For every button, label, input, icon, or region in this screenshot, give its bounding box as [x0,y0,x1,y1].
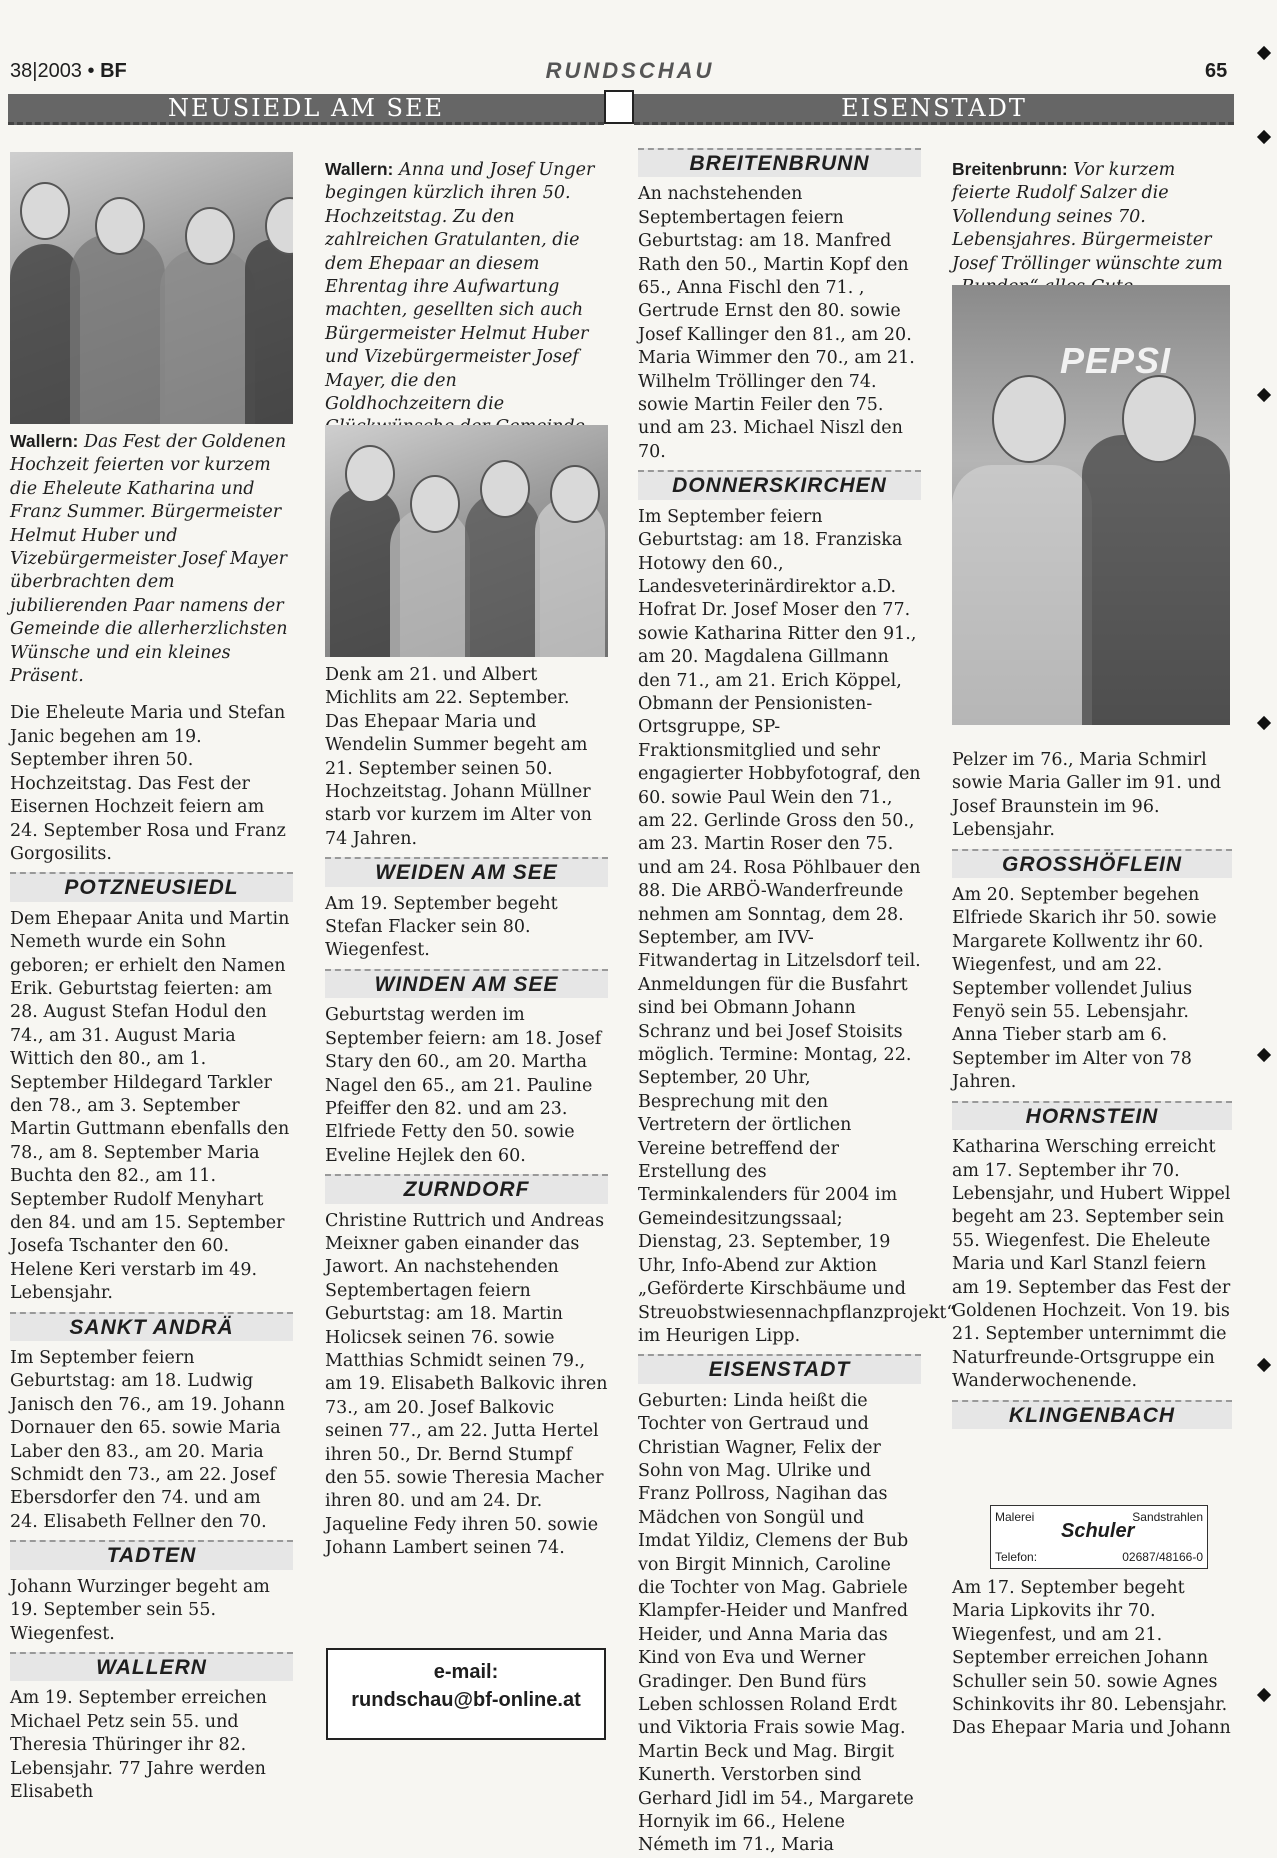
page-number: 65 [1205,60,1228,82]
margin-marker [1257,46,1271,60]
advertisement-schuler [990,1505,1208,1569]
article-grosshoeflein: Am 20. September begehen Elfriede Skarich ihr 50. sowie Margarete Kollwentz ihr 60. Wiegenfest, und am 22. September vollendet Julius Fenyö sein 55. Lebensjahr. Anna Tieber starb am 6. September im Alter von 78 Jahren. [952,885,1217,1093]
heading-weiden-am-see: WEIDEN AM SEE [325,857,608,886]
article-zurndorf: Christine Ruttrich und Andreas Meixner gaben einander das Jawort. An nachstehenden Septembertagen feiern Geburtstag: am 18. Martin Holicsek seinen 76. sowie Matthias Schmidt seinen 79., am 19. Elisabeth Balkovic ihren 73., am 20. Josef Balkovic seinen 77., am 22. Jutta Hertel ihren 50., Dr. Bernd Stumpf den 55. sowie Theresia Macher ihren 80. und am 24. Dr. Jaqueline Fedy ihren 50. sowie Johann Lambert seinen 74. [325,1210,608,1559]
column-4-klingenbach [952,1577,1232,1741]
column-4 [952,158,1227,299]
photo-wallern-goldene-hochzeit [10,152,293,424]
article-hornstein: Katharina Wersching erreicht am 17. September ihr 70. Lebensjahr, und Hubert Wippel begeht am 23. September sein 55. Wiegenfest. Die Eheleute Maria und Karl Stanzl feiern am 19. September das Fest der Goldenen Hochzeit. Von 19. bis 21. September unternimmt die Naturfreunde-Ortsgruppe ein Wanderwochenende. [952,1137,1231,1392]
column-1 [10,430,293,1804]
photo-caption-wallern-unger: Wallern: Anna und Josef Unger begingen kürzlich ihren 50. Hochzeitstag. Zu den zahlreichen Gratulanten, die dem Ehepaar an diesem Ehrentag ihre Aufwartung machten, gesellten sich auch Bürgermeister Helmut Huber und Vizebürgermeister Josef Mayer, die den Goldhochzeitern die [325,159,595,415]
article-winden-am-see: Geburtstag werden im September feiern: am 18. Josef Stary den 60., am 20. Martha Nagel den 65., am 21. Pauline Pfeiffer den 82. und am 23. Elfriede Fetty den 50. sowie Eveline Hejlek den 60. [325,1005,602,1166]
ad-sandstrahlen: Sandstrahlen [1132,1510,1203,1524]
column-4-continued [952,749,1232,1435]
article-donnerskirchen: Im September feiern Geburtstag: am 18. Franziska Hotowy den 60., Landesveterinärdirektor a.D. Hofrat Dr. Josef Moser den 77. sowie Katharina Ritter den 91., am 20. Magdalena Gillmann den 71., am 21. Erich Köppel, Obmann der Pensionisten-Ortsgruppe, SP-Fraktionsmitglied und sehr engagierter Hobbyfotograf, den 60. sowie Paul Wein den 71., am 22. Gerlinde Gross den 50., am 23. Martin Roser den 75. und am 24. Rosa Pöhlbauer den 88. Die ARBÖ-Wanderfreunde nehmen am Sonntag, dem 28. September, am IVV-Fitwandertag in Litzelsdorf teil. Anmeldungen für die Busfahrt sind bei Obmann Johann Schranz und bei Josef Stoisits möglich. Termine: Montag, 22. September, 20 Uhr, Besprechung mit den Vertretern der örtlichen Vereine betreffend der Erstellung des Terminkalenders für 2004 im Gemeindesitzungssaal; Dienstag, 23. September, 19 Uhr, Info-Abend zur Aktion „Geförderte Kirschbäume und Streuobstwiesennachpflanzprojekt“ im Heurigen Lipp. [638,506,956,1346]
heading-sankt-andrae: SANKT ANDRÄ [10,1312,293,1341]
article-tadten: Johann Wurzinger begeht am 19. September sein 55. Wiegenfest. [10,1576,270,1644]
margin-marker [1257,388,1271,402]
article-intro: Die Eheleute Maria und Stefan Janic begehen am 19. September ihren 50. Hochzeitstag. Das Fest der Eisernen Hochzeit feiern am 24. September Rosa und Franz Gorgosilits. [10,703,286,864]
column-3 [638,142,956,1858]
brand-name: BF [100,60,127,82]
divider-block [604,90,634,124]
article-sankt-andrae: Im September feiern Geburtstag: am 18. Ludwig Janisch den 76., am 19. Johann Dornauer den 65. sowie Maria Laber den 83., am 20. Maria Schmidt den 73., am 22. Josef Ebersdorfer den 74. und am 24. Elisabeth Fellner den 70. [10,1348,286,1532]
heading-donnerskirchen: DONNERSKIRCHEN [638,470,921,499]
photo-wallern-unger [325,425,608,657]
ad-telefon-number: 02687/48166-0 [1122,1550,1203,1564]
article-eisenstadt-continued: Pelzer im 76., Maria Schmirl sowie Maria Galler im 91. und Josef Braunstein im 96. Lebensjahr. [952,750,1222,841]
column-2 [325,158,608,463]
column-2-continued [325,664,608,1561]
article-potzneusiedl: Dem Ehepaar Anita und Martin Nemeth wurde ein Sohn geboren; er erhielt den Namen Erik. Geburtstag feierten: am 28. August Stefan Hodul den 74., am 31. August Maria Wittich den 80., am 1. September Hildegard Tarkler den 78., am 3. September Martin Guttmann ebenfalls den 78., am 8. September Maria Buchta den 82., am 11. September Rudolf Menyhart den 84. und am 15. September Josefa Tschanter den 60. Helene Keri verstarb im 49. Lebensjahr. [10,908,290,1304]
ad-logo: Schuler [1061,1520,1135,1542]
article-wallern-continued: Denk am 21. und Albert Michlits am 22. September. Das Ehepaar Maria und Wendelin Summer begeht am 21. September seinen 50. Hochzeitstag. Johann Müllner starb vor kurzem im Alter von 74 Jahren. [325,665,592,849]
email-box [326,1648,606,1740]
article-eisenstadt: Geburten: Linda heißt die Tochter von Gertraud und Christian Wagner, Felix der Sohn von Mag. Ulrike und Franz Pollross, Nagihan das Mädchen von Songül und Imdat Yildiz, Clemens der Bub von Birgit Minnich, Caroline die Tochter von Mag. Gabriele Klampfer-Heider und Manfred Heider, und Anna Maria das Kind von Eva und Werner Gradinger. Den Bund fürs Leben schlossen Roland Erdt und Viktoria Frais sowie Mag. Martin Beck und Mag. Birgit Kunerth. Verstorben sind Gerhard Jidl im 54., Margarete Hornyik im 66., Helene Németh im 71., Maria [638,1390,914,1856]
margin-marker [1257,1358,1271,1372]
heading-winden-am-see: WINDEN AM SEE [325,969,608,998]
ad-telefon-label: Telefon: [995,1550,1038,1564]
photo-caption-breitenbrunn: Breitenbrunn: Vor kurzem feierte Rudolf Salzer die Vollendung seines 70. Lebensjahres. Bürgermeister Josef Tröllinger wünschte zum [952,159,1223,274]
photo-caption-wallern: Wallern: Das Fest der Goldenen Hochzeit feierten vor kurzem die Eheleute Katharina und Franz Summer. Bürgermeister Helmut Huber und Vizebürgermeister Josef Mayer überbrachten dem jubilierenden Paar namens der Gemeinde die allerherzlichsten Wünsche und ein kleines Präsent. [10,431,288,687]
margin-marker [1257,130,1271,144]
article-klingenbach: Am 17. September begeht Maria Lipkovits ihr 70. Wiegenfest, und am 21. September erreichen Johann Schuller sein 50. sowie Agnes Schinkovits ihr 80. Lebensjahr. Das Ehepaar Maria und Johann [952,1578,1231,1739]
article-wallern: Am 19. September erreichen Michael Petz sein 55. und Theresia Thüringer ihr 82. Lebensjahr. 77 Jahre werden Elisabeth [10,1688,267,1802]
region-bar-left: NEUSIEDL AM SEE [8,94,604,125]
email-label: e-mail: [433,1661,499,1683]
heading-tadten: TADTEN [10,1540,293,1569]
issue-number: 38|2003 [10,60,82,82]
ad-malerei: Malerei [995,1510,1035,1524]
issue-info: 38|2003 • BF [10,60,127,82]
margin-marker [1257,716,1271,730]
heading-hornstein: HORNSTEIN [952,1101,1232,1130]
heading-zurndorf: ZURNDORF [325,1174,608,1203]
section-title: RUNDSCHAU [545,58,715,83]
heading-potzneusiedl: POTZNEUSIEDL [10,872,293,901]
email-address[interactable]: rundschau@bf-online.at [351,1689,581,1711]
heading-wallern: WALLERN [10,1652,293,1681]
photo-sign-text: PEPSI [1060,340,1172,381]
heading-grosshoeflein: GROSSHÖFLEIN [952,849,1232,878]
article-breitenbrunn: An nachstehenden Septembertagen feiern Geburtstag: am 18. Manfred Rath den 50., Martin Kopf den 65., Anna Fischl den 71. , Gertrude Ernst den 80. sowie Josef Kallinger den 81., am 20. Maria Wimmer den 70., am 21. Wilhelm Tröllinger den 74. sowie Martin Feiler den 75. und am 23. Michael Niszl den 70. [638,184,915,462]
heading-klingenbach: KLINGENBACH [952,1400,1232,1429]
margin-marker [1257,1688,1271,1702]
article-weiden-am-see: Am 19. September begeht Stefan Flacker sein 80. Wiegenfest. [325,893,558,961]
margin-marker [1257,1048,1271,1062]
region-bar-right: EISENSTADT [634,94,1234,125]
heading-eisenstadt: EISENSTADT [638,1354,921,1383]
heading-breitenbrunn: BREITENBRUNN [638,148,921,177]
